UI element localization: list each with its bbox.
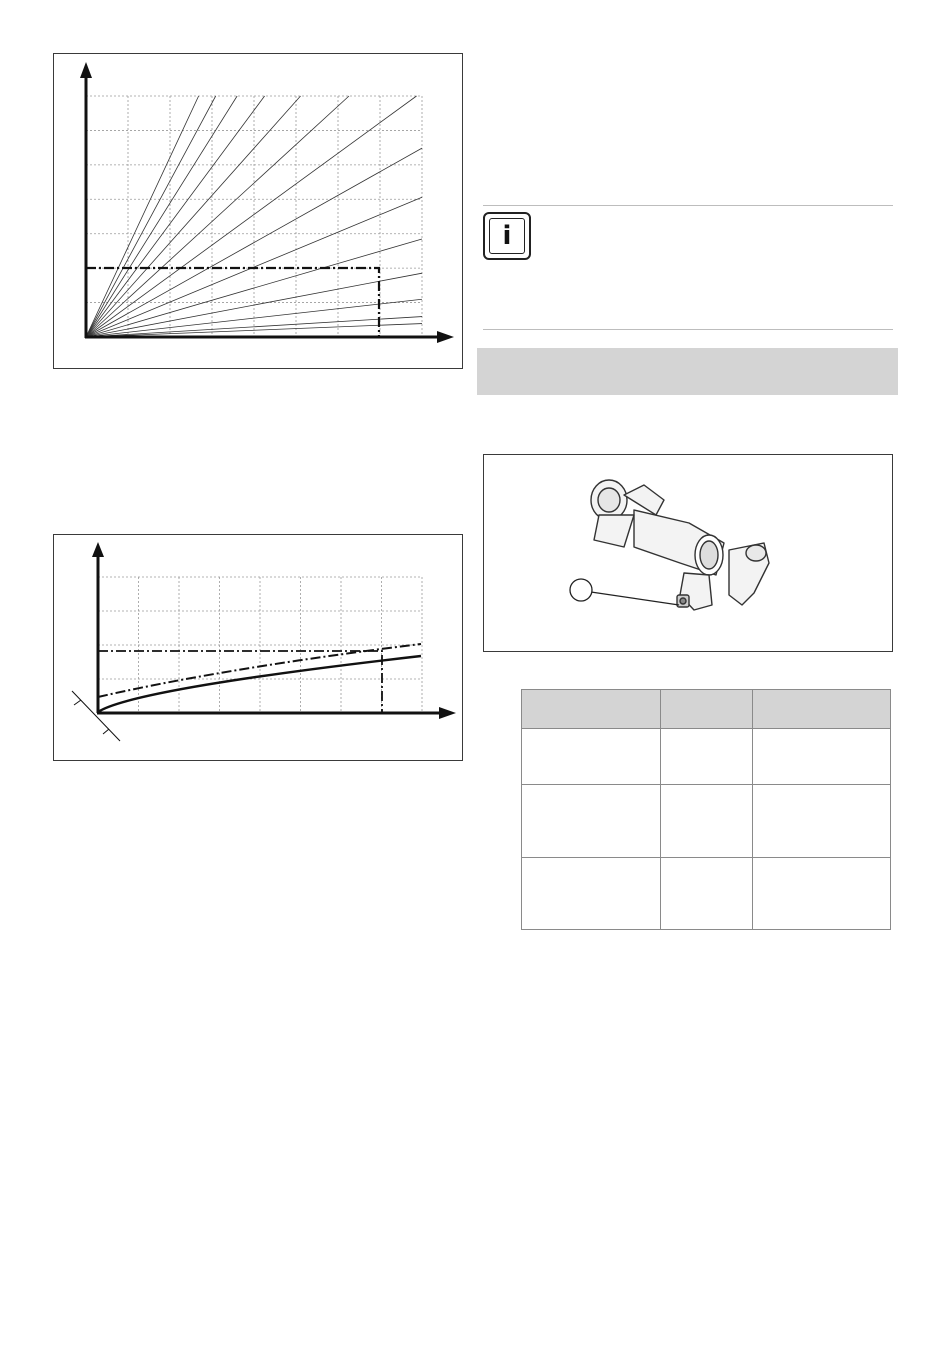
table-row — [522, 858, 891, 930]
x-axis-arrow — [437, 331, 454, 343]
table-cell — [522, 785, 661, 858]
chart-frame-1 — [53, 53, 463, 369]
table-row — [522, 785, 891, 858]
valve-figure-frame — [483, 454, 893, 652]
table-cell — [753, 858, 891, 930]
chart-grid — [86, 96, 422, 337]
table-cell — [661, 785, 753, 858]
info-icon: i — [483, 212, 531, 260]
section-heading-band — [477, 348, 898, 395]
table-header-cell — [522, 690, 661, 729]
info-box-bottom-rule — [483, 329, 893, 330]
series-line — [86, 96, 349, 337]
x-axis-arrow — [439, 707, 456, 719]
table-cell — [661, 729, 753, 785]
y-axis-arrow — [92, 542, 104, 557]
table-cell — [753, 729, 891, 785]
section-heading-text — [477, 348, 898, 376]
series-solid-curve — [98, 656, 421, 712]
callout-leader — [591, 592, 679, 605]
table-cell — [661, 858, 753, 930]
table-row — [522, 729, 891, 785]
table-cell — [522, 729, 661, 785]
series-dashdot-curve — [98, 644, 421, 697]
info-box-top-rule — [483, 205, 893, 206]
table-cell — [753, 785, 891, 858]
table-header-row — [522, 690, 891, 729]
axis-break-tick — [74, 700, 81, 705]
chart-frame-2 — [53, 534, 463, 761]
series-line — [86, 96, 417, 337]
two-curve-chart — [54, 535, 462, 760]
valve-assembly-illustration — [484, 455, 892, 651]
fan-line-chart — [54, 54, 462, 368]
axis-break-mark — [72, 691, 120, 741]
chart-grid — [98, 577, 422, 713]
series-line — [86, 96, 199, 337]
reference-line-horizontal — [98, 651, 382, 712]
table-header-cell — [753, 690, 891, 729]
series-line — [86, 96, 237, 337]
series-line — [86, 96, 301, 337]
callout-number: 1 — [577, 583, 585, 598]
table-cell — [522, 858, 661, 930]
y-axis-arrow — [80, 62, 92, 78]
axis-break-tick — [103, 729, 109, 734]
data-table — [521, 689, 891, 930]
series-line — [86, 96, 265, 337]
table-header-cell — [661, 690, 753, 729]
